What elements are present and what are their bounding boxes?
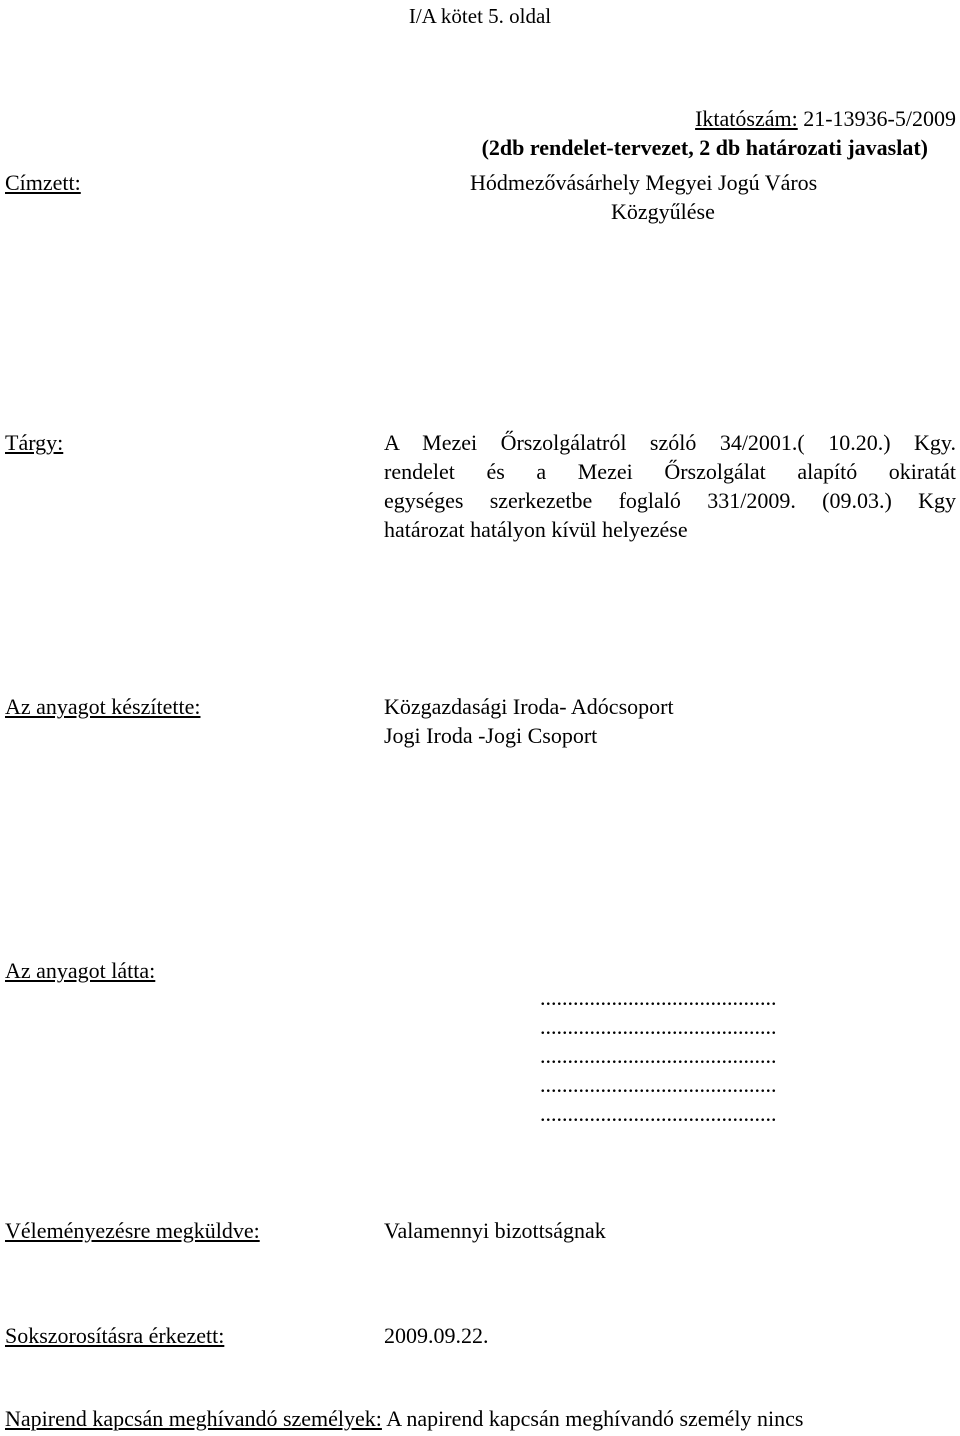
signature-line: ........................................... [540,1072,777,1097]
page-reference: I/A kötet 5. oldal [408,4,552,28]
copying-date: 2009.09.22. [384,1323,489,1348]
signature-line: ........................................... [540,1014,777,1039]
registry-value: 21-13936-5/2009 [797,106,956,131]
subject-line-2: rendelet és a Mezei Őrszolgálat alapító okiratát [384,459,956,484]
subject-line-1: A Mezei Őrszolgálatról szóló 34/2001.( 10.20.) Kgy. [384,430,956,455]
sent-for-review-value: Valamennyi bizottságnak [384,1218,606,1243]
subject-line-3: egységes szerkezetbe foglaló 331/2009. (09.03.) Kgy [384,488,956,513]
subject-text [384,428,956,544]
signature-line: ........................................... [540,985,777,1010]
copying-label: Sokszorosításra érkezett: [5,1323,225,1348]
prepared-by-line-1: Közgazdasági Iroda- Adócsoport [384,694,674,719]
prepared-by-line-2: Jogi Iroda -Jogi Csoport [384,723,598,748]
recipient-line-2: Közgyűlése [611,199,715,224]
registry-label: Iktatószám: [695,106,798,131]
invitees-line [5,1404,803,1433]
reviewed-by-label: Az anyagot látta: [5,958,156,983]
subject-line-4: határozat hatályon kívül helyezése [384,517,688,542]
invitees-value: A napirend kapcsán meghívandó személy nincs [381,1406,804,1431]
prepared-by-label: Az anyagot készítette: [5,694,201,719]
signature-line: ........................................... [540,1043,777,1068]
recipient-line-1: Hódmezővásárhely Megyei Jogú Város [470,170,818,195]
signature-line: ........................................... [540,1101,777,1126]
sent-for-review-label: Véleményezésre megküldve: [5,1218,260,1243]
registry-number-line [695,104,956,133]
recipient-label: Címzett: [5,170,81,195]
subject-label: Tárgy: [5,430,64,455]
attachments-note: (2db rendelet-tervezet, 2 db határozati javaslat) [481,135,928,160]
invitees-label: Napirend kapcsán meghívandó személyek: [5,1406,382,1431]
